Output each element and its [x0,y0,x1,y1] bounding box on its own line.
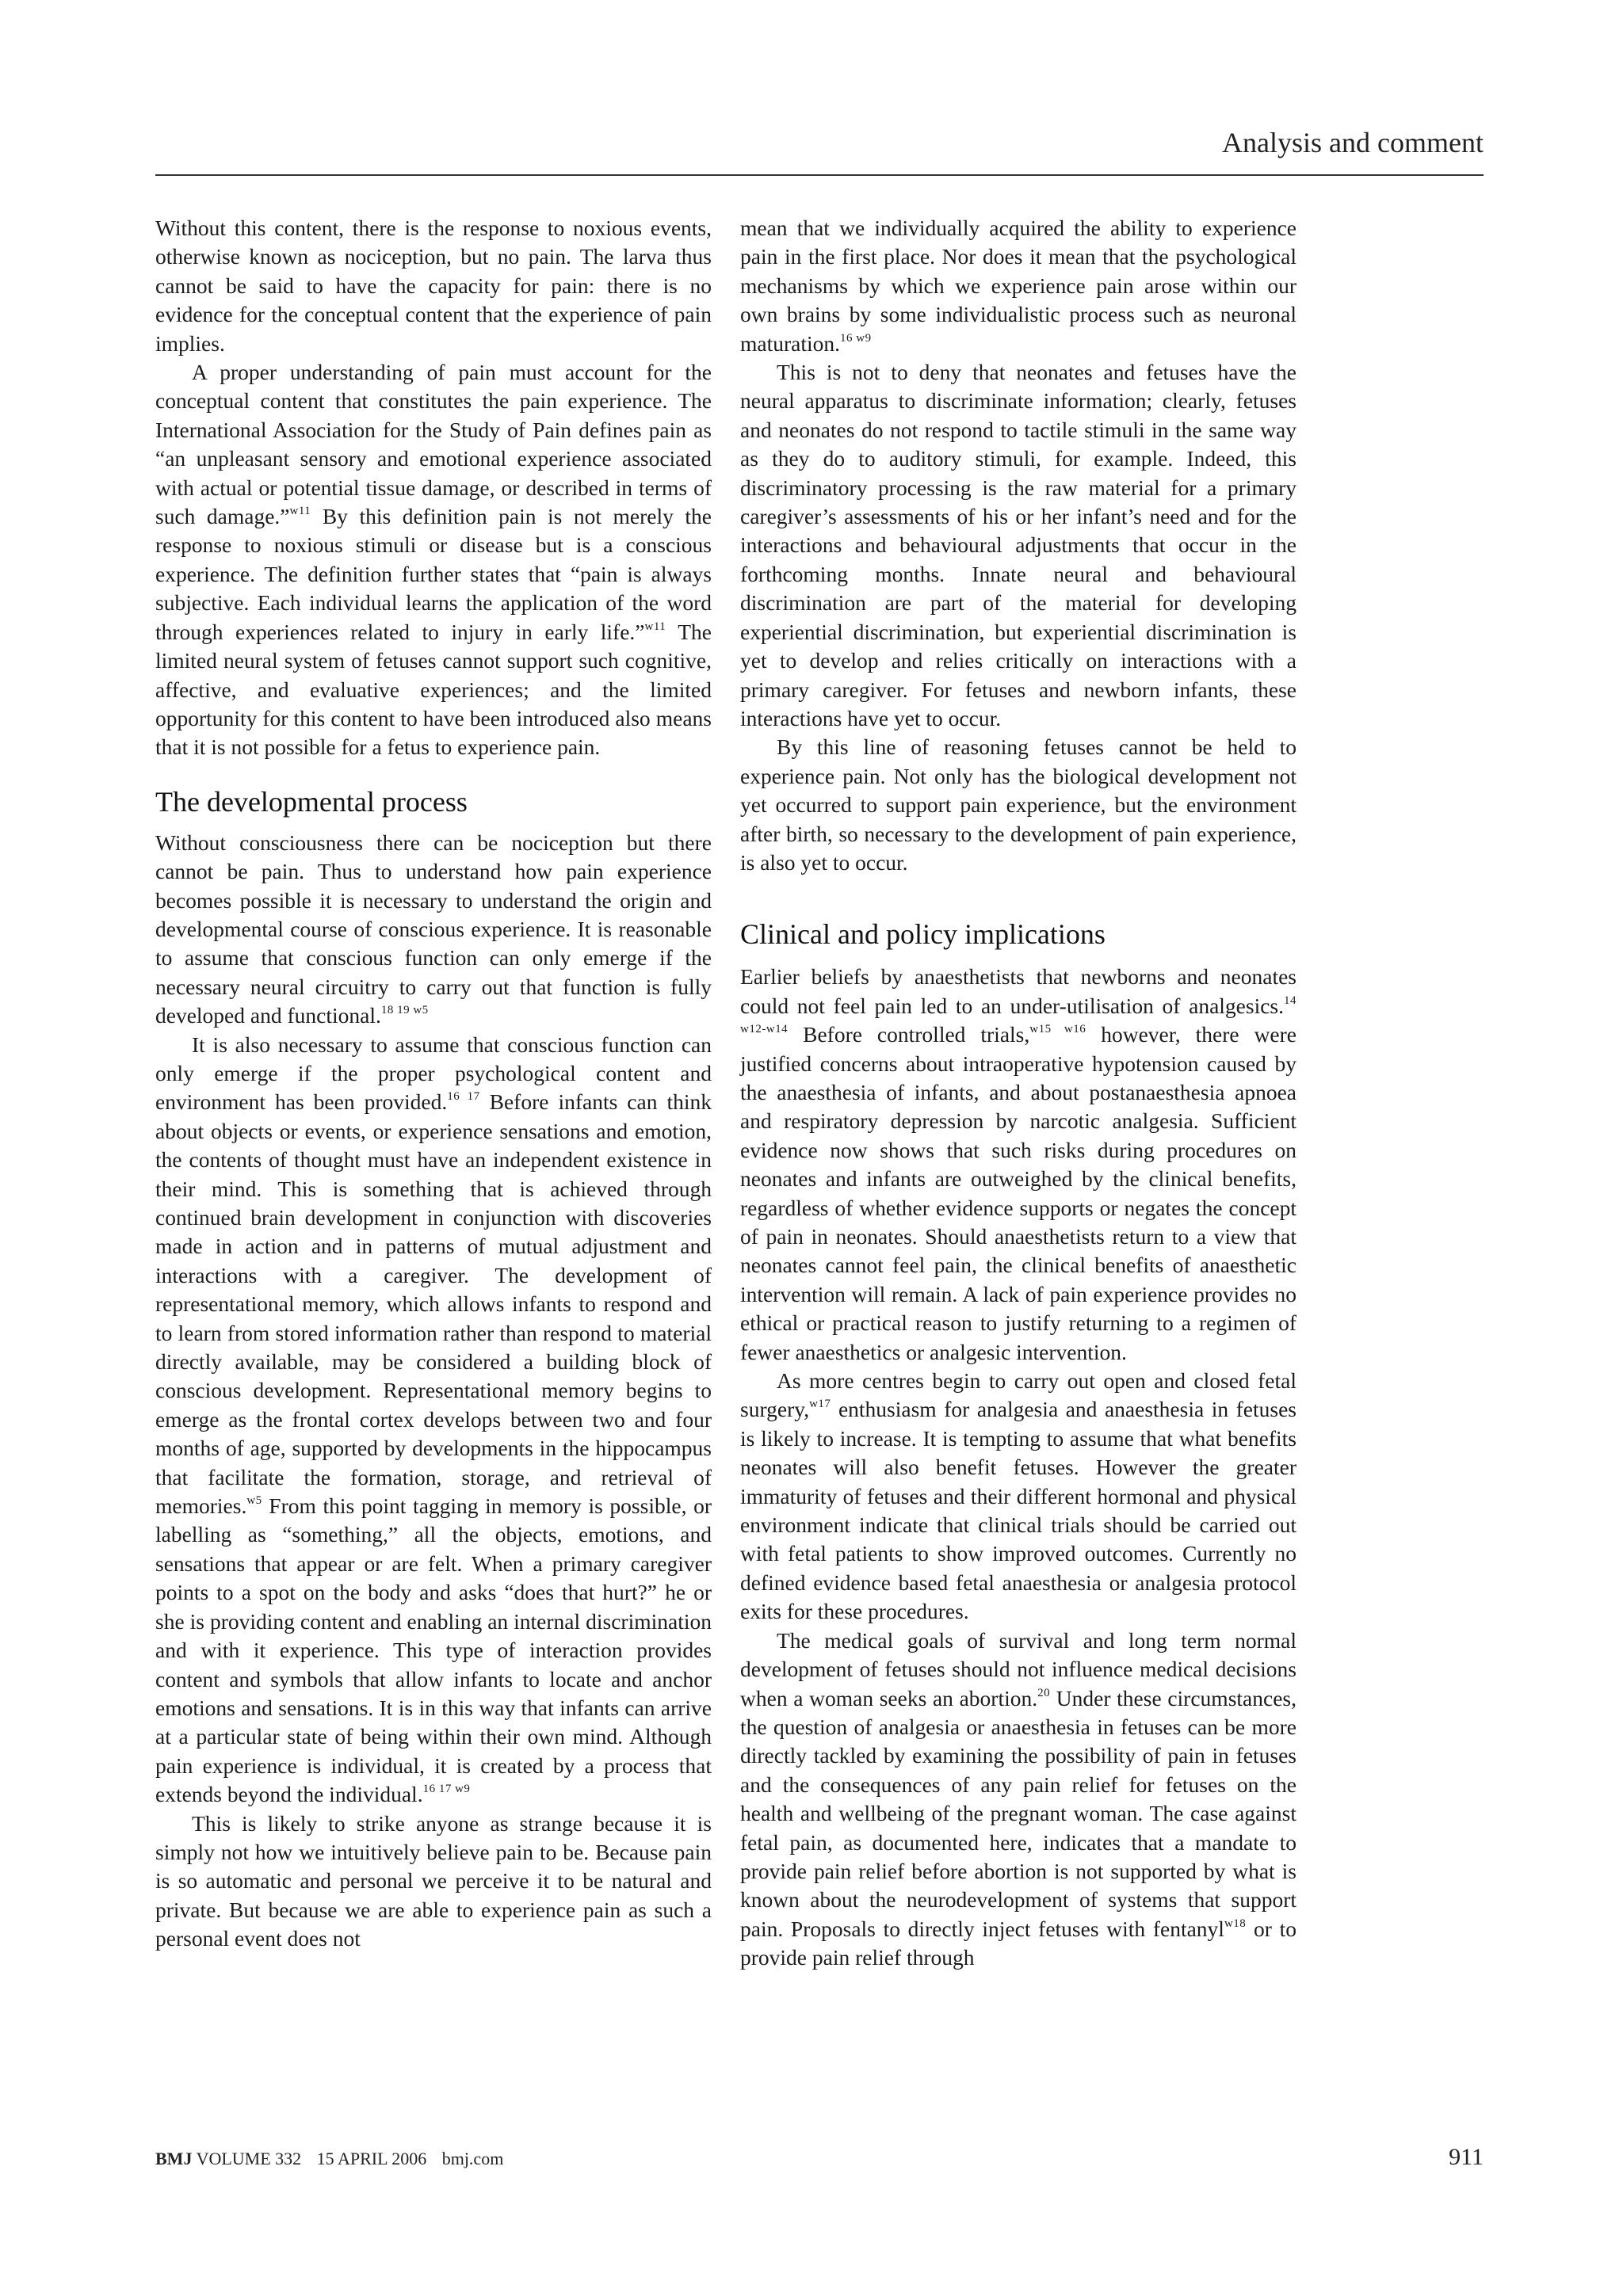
left-column [155,214,712,1954]
paragraph: This is likely to strike anyone as strange because it is simply not how we intuitively believe pain to be. Because pain is so automatic and personal we perceive it to be natural and private. But because we are able to experience pain as such a personal event does not [155,1810,712,1951]
journal-volume: VOLUME 332 [196,2149,302,2168]
right-column [740,214,1296,1973]
citation: w5 [246,1494,262,1508]
paragraph: Earlier beliefs by anaesthetists that newborns and neonates could not feel pain led to an under-utilisation of analgesics.$^{14 w12-w14}$ Before controlled trials,$^{w15 w16}$ however, there were justified concerns about intraoperative hypotension caused by the anaesthesia of infants, and about postanaesthesia apnoea and respiratory depression by narcotic analgesia. Sufficient evidence now shows that such risks during procedures on neonates and infants are outweighed by the clinical benefits, regardless of whether evidence supports or negates the concept of pain in neonates. Should anaesthetists return to a view that neonates cannot feel pain, the clinical benefits of anaesthetic intervention will remain. A lack of pain experience provides no ethical or practical reason to justify returning to a regimen of fewer anaesthetics or analgesic intervention. [740,964,1297,1364]
citation: 16 17 [447,1090,480,1104]
paragraph: As more centres begin to carry out open and closed fetal surgery,$^{w17}$ enthusiasm for analgesia and anaesthesia in fetuses is likely to increase. It is tempting to assume that what benefits neonates will also benefit fetuses. However the greater immaturity of fetuses and their different hormonal and physical environment indicate that clinical trials should be carried out with fetal patients to show improved outcomes. Currently no defined evidence based fetal anaesthesia or analgesia protocol exits for these procedures. [740,1368,1296,1624]
citation: 14 w12-w14 [740,994,1296,1036]
citation: w17 [809,1398,831,1411]
section-heading: Clinical and policy implications [740,918,1106,951]
paragraph: This is not to deny that neonates and fetuses have the neural apparatus to discriminate information; clearly, fetuses and neonates do not respond to tactile stimuli in the same way as they do to auditory stimuli, for example. Indeed, this discriminatory processing is the raw material for a primary caregiver’s assessments of his or her infant’s need and for the interactions and behavioural adjustments that occur in the forthcoming months. Innate neural and behavioural discrimination are part of the material for developing experiential discrimination, but experiential discrimination is yet to develop and relies critically on interactions with a primary caregiver. For fetuses and newborn infants, these interactions have yet to occur. [740,360,1296,730]
paragraph: Without consciousness there can be nociception but there cannot be pain. Thus to understand how pain experience becomes possible it is necessary to understand the origin and developmental course of conscious experience. It is reasonable to assume that conscious function can only emerge if the necessary neural circuitry to carry out that function is fully developed and functional.$^{18 19 w5}$ [155,830,712,1028]
journal-name: BMJ [155,2149,193,2168]
paragraph: mean that we individually acquired the ability to experience pain in the first place. Nor does it mean that the psychological mechanisms by which we experience pain arose within our own brains by some individualistic process such as neuronal maturation.$^{16 w9}$ [740,215,1296,356]
journal-site: bmj.com [441,2149,504,2168]
citation: 20 [1037,1686,1051,1699]
paragraph: It is also necessary to assume that conscious function can only emerge if the proper psychological content and environment has been provided.$^{16 17}$ Before infants can think about objects or events, or experience sensations and emotion, the contents of thought must have an independent existence in their mind. This is something that is achieved through continued brain development in conjunction with discoveries made in action and in patterns of mutual adjustment and interactions with a caregiver. The development of representational memory, which allows infants to respond and to learn from stored information rather than respond to material directly available, may be considered a building block of conscious development. Representational memory begins to emerge as the frontal cortex develops between two and four months of age, supported by developments in the hippocampus that facilitate the formation, storage, and retrieval of memories.$^{w5}$ From this point tagging in memory is possible, or labelling as “something,” all the objects, emotions, and sensations that appear or are felt. When a primary caregiver points to a spot on the body and asks “does that hurt?” he or she is providing content and enabling an internal discrimination and with it experience. This type of interaction provides content and symbols that allow infants to locate and anchor emotions and sensations. It is in this way that infants can arrive at a particular state of being within their own mind. Although pain experience is individual, it is created by a process that extends beyond the individual.$^{16 17 w9}$ [155,1032,712,1807]
citation: w11 [289,505,311,518]
citation: w11 [644,620,666,633]
paragraph: Without this content, there is the response to noxious events, otherwise known as nociception, but no pain. The larva thus cannot be said to have the capacity for pain: there is no evidence for the conceptual content that the experience of pain implies. [155,215,712,356]
page-number: 911 [1449,2144,1484,2170]
issue-date: 15 APRIL 2006 [316,2149,427,2168]
citation: 18 19 w5 [380,1004,429,1017]
citation: w15 w16 [1029,1023,1086,1036]
section-heading: The developmental process [155,785,468,818]
citation: 16 17 w9 [422,1783,471,1796]
page-header [155,125,1484,176]
paragraph: A proper understanding of pain must account for the conceptual content that constitutes the pain experience. The International Association for the Study of Pain defines pain as “an unpleasant sensory and emotional experience associated with actual or potential tissue damage, or described in terms of such damage.”$^{w11}$ By this definition pain is not merely the response to noxious stimuli or disease but is a conscious experience. The definition further states that “pain is always subjective. Each individual learns the application of the word through experiences related to injury in early life.”$^{w11}$ The limited neural system of fetuses cannot support such cognitive, affective, and evaluative experiences; and the limited opportunity for this content to have been introduced also means that it is not possible for a fetus to experience pain. [155,360,712,760]
citation: 16 w9 [840,331,872,345]
section-label: Analysis and comment [1222,127,1484,158]
citation: w18 [1224,1917,1247,1930]
journal-citation [155,2149,514,2169]
page-footer [155,2144,1484,2176]
paragraph: By this line of reasoning fetuses cannot be held to experience pain. Not only has the biological development not yet occurred to support pain experience, but the environment after birth, so necessary to the development of pain experience, is also yet to occur. [740,734,1296,875]
paragraph: The medical goals of survival and long term normal development of fetuses should not influence medical decisions when a woman seeks an abortion.$^{20}$ Under these circumstances, the question of analgesia or anaesthesia in fetuses can be more directly tackled by examining the possibility of pain in fetuses and the consequences of any pain relief for fetuses on the health and wellbeing of the pregnant woman. The case against fetal pain, as documented here, indicates that a mandate to provide pain relief before abortion is not supported by what is known about the neurodevelopment of systems that support pain. Proposals to directly inject fetuses with fentanyl$^{w18}$ or to provide pain relief through [740,1627,1296,1970]
